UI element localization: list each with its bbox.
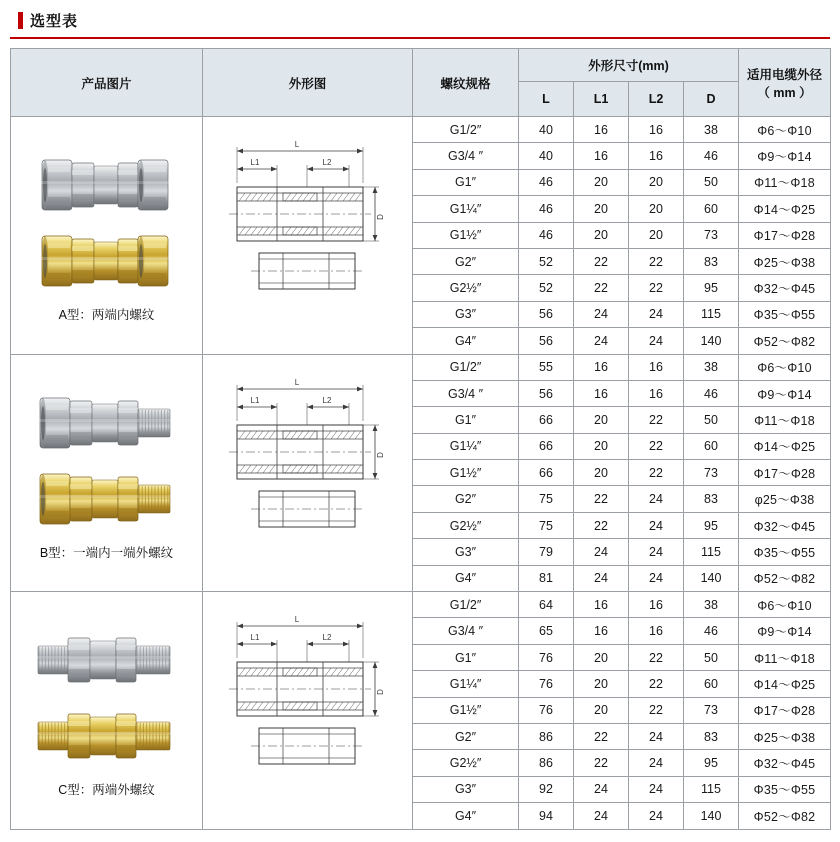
dim-l-cell: 52 [519,275,574,301]
dim-l1-cell: 16 [574,143,629,169]
dim-d-cell: 73 [684,460,739,486]
dim-l2-cell: 24 [629,512,684,538]
dim-d-cell: 60 [684,196,739,222]
cable-od-cell: Φ52～Φ82 [739,328,831,354]
svg-text:D: D [376,451,385,458]
product-photo-steel [34,385,180,461]
dim-l1-cell: 24 [574,301,629,327]
dim-l-cell: 46 [519,169,574,195]
dim-l1-cell: 24 [574,328,629,354]
dim-l2-cell: 24 [629,328,684,354]
dim-l2-cell: 22 [629,407,684,433]
dim-l-cell: 94 [519,803,574,829]
thread-spec-cell: G3/4 ″ [413,618,519,644]
header-dimensions-group: 外形尺寸(mm) [519,49,739,82]
title-accent-bar [18,12,23,29]
dim-l2-cell: 20 [629,196,684,222]
dim-l-cell: 86 [519,723,574,749]
thread-spec-cell: G1½″ [413,222,519,248]
dim-l1-cell: 20 [574,697,629,723]
dim-l2-cell: 22 [629,697,684,723]
dim-l-cell: 52 [519,248,574,274]
header-dim-l1: L1 [574,81,629,116]
dim-d-cell: 50 [684,644,739,670]
product-photo-brass [34,698,180,774]
dim-l-cell: 65 [519,618,574,644]
svg-text:D: D [376,214,385,221]
product-photo-steel [34,147,180,223]
dim-d-cell: 73 [684,222,739,248]
dim-l-cell: 55 [519,354,574,380]
outline-drawing-cell [203,592,413,830]
dim-l1-cell: 24 [574,539,629,565]
thread-spec-cell: G1¼″ [413,671,519,697]
dim-l-cell: 40 [519,143,574,169]
svg-text:D: D [376,689,385,696]
dim-l2-cell: 16 [629,143,684,169]
dim-l2-cell: 24 [629,539,684,565]
dim-l1-cell: 22 [574,275,629,301]
thread-spec-cell: G1¼″ [413,433,519,459]
dim-l2-cell: 16 [629,380,684,406]
svg-text:L2: L2 [322,633,332,643]
dim-l2-cell: 24 [629,301,684,327]
cable-od-cell: Φ11～Φ18 [739,407,831,433]
thread-spec-cell: G1″ [413,407,519,433]
thread-spec-cell: G2½″ [413,275,519,301]
header-dim-l2: L2 [629,81,684,116]
table-row [11,117,831,143]
dim-l-cell: 92 [519,776,574,802]
dim-d-cell: 140 [684,565,739,591]
dim-l-cell: 56 [519,301,574,327]
dim-l1-cell: 22 [574,248,629,274]
cable-od-cell: Φ14～Φ25 [739,433,831,459]
cable-od-cell: Φ32～Φ45 [739,750,831,776]
page-title-bar [10,0,830,39]
cable-od-cell: Φ9～Φ14 [739,380,831,406]
dim-l2-cell: 24 [629,723,684,749]
dim-d-cell: 83 [684,248,739,274]
dim-l-cell: 64 [519,592,574,618]
product-photo-brass [34,461,180,537]
thread-spec-cell: G3″ [413,301,519,327]
dim-l-cell: 75 [519,512,574,538]
thread-spec-cell: G1½″ [413,460,519,486]
dim-l-cell: 56 [519,380,574,406]
dim-l2-cell: 20 [629,222,684,248]
dim-l-cell: 79 [519,539,574,565]
dim-l1-cell: 20 [574,169,629,195]
dim-l-cell: 46 [519,196,574,222]
svg-text:L2: L2 [322,158,332,168]
cable-od-cell: Φ35～Φ55 [739,776,831,802]
dim-d-cell: 140 [684,328,739,354]
product-photo-brass [34,223,180,299]
dim-l2-cell: 22 [629,644,684,670]
dim-l1-cell: 22 [574,723,629,749]
header-dim-d: D [684,81,739,116]
thread-spec-cell: G2″ [413,723,519,749]
cable-od-cell: Φ14～Φ25 [739,196,831,222]
dim-l2-cell: 22 [629,671,684,697]
dim-l2-cell: 24 [629,750,684,776]
cable-od-cell: Φ52～Φ82 [739,803,831,829]
product-photo-steel [34,622,180,698]
dim-l1-cell: 16 [574,618,629,644]
product-type-caption: C型：两端外螺纹 [58,783,155,798]
dim-l-cell: 40 [519,117,574,143]
cable-od-cell: Φ25～Φ38 [739,723,831,749]
svg-text:L1: L1 [250,158,260,168]
dim-d-cell: 115 [684,301,739,327]
svg-text:L: L [294,377,300,387]
header-dim-l: L [519,81,574,116]
dim-l1-cell: 20 [574,196,629,222]
cable-od-cell: Φ6～Φ10 [739,354,831,380]
dim-l2-cell: 20 [629,169,684,195]
thread-spec-cell: G4″ [413,803,519,829]
svg-text:L1: L1 [250,395,260,405]
dim-l-cell: 76 [519,697,574,723]
dim-l1-cell: 20 [574,222,629,248]
cable-od-cell: Φ14～Φ25 [739,671,831,697]
dim-d-cell: 50 [684,169,739,195]
dim-l-cell: 81 [519,565,574,591]
thread-spec-cell: G3″ [413,539,519,565]
product-type-caption: A型：两端内螺纹 [58,308,155,323]
dim-l2-cell: 16 [629,354,684,380]
dim-l1-cell: 22 [574,750,629,776]
dim-l-cell: 86 [519,750,574,776]
cable-od-cell: Φ17～Φ28 [739,460,831,486]
cable-od-cell: Φ17～Φ28 [739,222,831,248]
dim-d-cell: 95 [684,275,739,301]
dim-l-cell: 76 [519,671,574,697]
dim-l2-cell: 16 [629,117,684,143]
dim-l1-cell: 20 [574,433,629,459]
dim-l1-cell: 20 [574,644,629,670]
product-photo-group [11,622,202,798]
dim-l2-cell: 24 [629,803,684,829]
thread-spec-cell: G3″ [413,776,519,802]
dim-l2-cell: 24 [629,565,684,591]
product-photo-group [11,147,202,323]
header-cable-od-line2: （ mm ） [757,85,812,100]
dim-d-cell: 60 [684,671,739,697]
cable-od-cell: Φ35～Φ55 [739,301,831,327]
dim-l1-cell: 16 [574,380,629,406]
dim-l-cell: 46 [519,222,574,248]
dim-l1-cell: 16 [574,592,629,618]
dim-l-cell: 75 [519,486,574,512]
dim-l-cell: 76 [519,644,574,670]
dim-l1-cell: 22 [574,486,629,512]
table-header [11,49,831,117]
dim-l-cell: 66 [519,407,574,433]
thread-spec-cell: G3/4 ″ [413,143,519,169]
product-image-cell [11,117,203,355]
product-type-caption: B型：一端内一端外螺纹 [39,545,174,560]
dim-l2-cell: 22 [629,433,684,459]
dim-d-cell: 83 [684,486,739,512]
cable-od-cell: Φ11～Φ18 [739,169,831,195]
cable-od-cell: Φ32～Φ45 [739,512,831,538]
thread-spec-cell: G1″ [413,169,519,195]
cable-od-cell: Φ25～Φ38 [739,248,831,274]
dim-d-cell: 95 [684,512,739,538]
thread-spec-cell: G1/2″ [413,117,519,143]
page-title: 选型表 [30,13,79,30]
dim-d-cell: 38 [684,117,739,143]
svg-text:L: L [294,615,300,625]
product-photo-group [11,385,202,561]
thread-spec-cell: G1¼″ [413,196,519,222]
header-outline-drawing: 外形图 [203,49,413,117]
dim-l1-cell: 24 [574,776,629,802]
dim-l-cell: 66 [519,460,574,486]
thread-spec-cell: G1″ [413,644,519,670]
cable-od-cell: Φ6～Φ10 [739,592,831,618]
outline-drawing-cell [203,354,413,592]
thread-spec-cell: G1/2″ [413,592,519,618]
dim-l2-cell: 22 [629,248,684,274]
cable-od-cell: Φ9～Φ14 [739,143,831,169]
thread-spec-cell: G4″ [413,328,519,354]
header-cable-od [739,49,831,117]
dim-d-cell: 38 [684,592,739,618]
cable-od-cell: Φ35～Φ55 [739,539,831,565]
dim-d-cell: 60 [684,433,739,459]
svg-text:L: L [294,140,300,150]
dim-d-cell: 83 [684,723,739,749]
dim-l2-cell: 16 [629,592,684,618]
header-thread-spec: 螺纹规格 [413,49,519,117]
cable-od-cell: φ25～Φ38 [739,486,831,512]
dim-d-cell: 46 [684,618,739,644]
thread-spec-cell: G2½″ [413,512,519,538]
dim-d-cell: 38 [684,354,739,380]
selection-table [10,48,831,830]
dim-l2-cell: 22 [629,460,684,486]
dim-l1-cell: 20 [574,460,629,486]
thread-spec-cell: G3/4 ″ [413,380,519,406]
dim-l1-cell: 20 [574,671,629,697]
dim-d-cell: 140 [684,803,739,829]
dim-l1-cell: 22 [574,512,629,538]
dim-d-cell: 46 [684,143,739,169]
table-row [11,592,831,618]
dim-d-cell: 115 [684,776,739,802]
thread-spec-cell: G2″ [413,486,519,512]
svg-text:L1: L1 [250,633,260,643]
dim-l2-cell: 22 [629,275,684,301]
cable-od-cell: Φ32～Φ45 [739,275,831,301]
dim-d-cell: 50 [684,407,739,433]
product-image-cell [11,592,203,830]
dim-l-cell: 66 [519,433,574,459]
svg-text:L2: L2 [322,395,332,405]
cable-od-cell: Φ9～Φ14 [739,618,831,644]
dim-l1-cell: 16 [574,117,629,143]
dim-l1-cell: 24 [574,803,629,829]
cable-od-cell: Φ17～Φ28 [739,697,831,723]
thread-spec-cell: G2½″ [413,750,519,776]
dim-l2-cell: 24 [629,776,684,802]
table-row [11,354,831,380]
header-cable-od-line1: 适用电缆外径 [746,67,822,82]
dim-l-cell: 56 [519,328,574,354]
table-body [11,117,831,830]
dim-l1-cell: 24 [574,565,629,591]
thread-spec-cell: G1/2″ [413,354,519,380]
product-image-cell [11,354,203,592]
thread-spec-cell: G2″ [413,248,519,274]
thread-spec-cell: G1½″ [413,697,519,723]
dim-l1-cell: 16 [574,354,629,380]
cable-od-cell: Φ6～Φ10 [739,117,831,143]
dim-d-cell: 95 [684,750,739,776]
cable-od-cell: Φ11～Φ18 [739,644,831,670]
dim-l1-cell: 20 [574,407,629,433]
dim-d-cell: 115 [684,539,739,565]
header-product-image: 产品图片 [11,49,203,117]
outline-drawing-cell [203,117,413,355]
cable-od-cell: Φ52～Φ82 [739,565,831,591]
dim-l2-cell: 24 [629,486,684,512]
thread-spec-cell: G4″ [413,565,519,591]
dim-l2-cell: 16 [629,618,684,644]
dim-d-cell: 73 [684,697,739,723]
dim-d-cell: 46 [684,380,739,406]
